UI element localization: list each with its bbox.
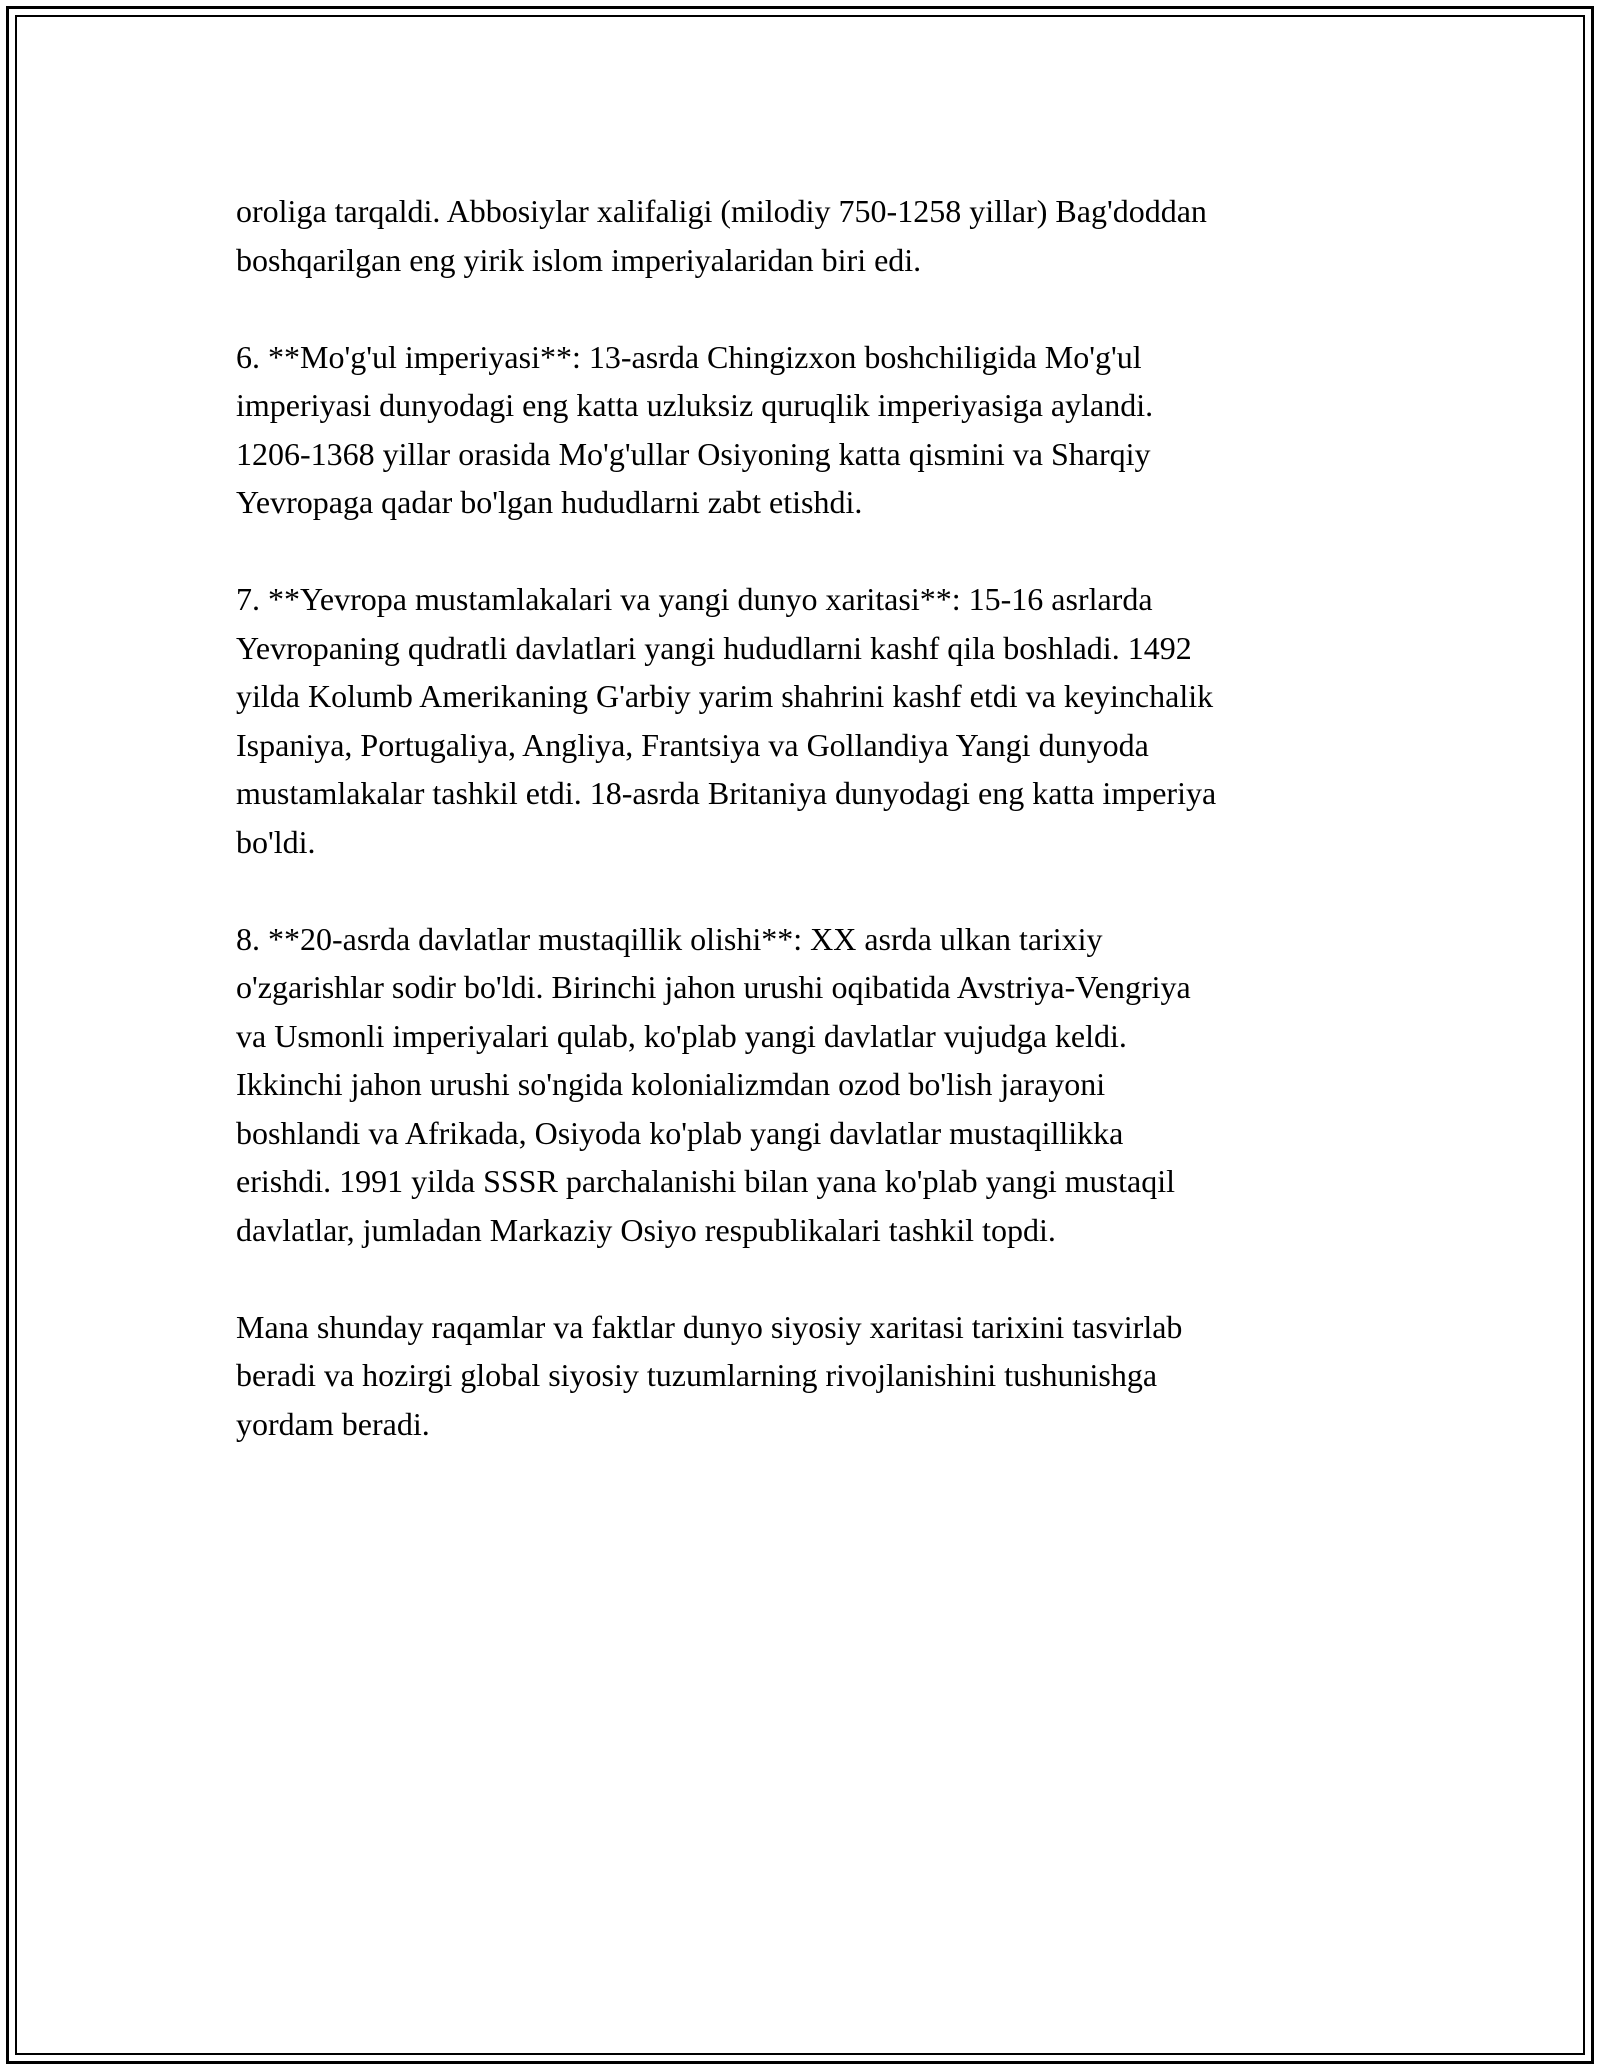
- paragraph-item-7-european-colonies: [236, 575, 1376, 866]
- text-line: erishdi. 1991 yilda SSSR parchalanishi bilan yana ko'plab yangi mustaqil: [236, 1163, 1175, 1199]
- text-line: 6. **Mo'g'ul imperiyasi**: 13-asrda Chingizxon boshchiligida Mo'g'ul: [236, 338, 1142, 375]
- text-line: Mana shunday raqamlar va faktlar dunyo siyosiy xaritasi tarixini tasvirlab: [236, 1308, 1183, 1345]
- text-line: o'zgarishlar sodir bo'ldi. Birinchi jahon urushi oqibatida Avstriya-Vengriya: [236, 969, 1191, 1005]
- paragraph-abbasid-continuation: [236, 187, 1376, 284]
- text-line: Ikkinchi jahon urushi so'ngida kolonializmdan ozod bo'lish jarayoni: [236, 1066, 1106, 1102]
- text-line: Yevropaga qadar bo'lgan hududlarni zabt etishdi.: [236, 484, 863, 520]
- text-line: Yevropaning qudratli davlatlari yangi hududlarni kashf qila boshladi. 1492: [236, 629, 1192, 666]
- text-line: yilda Kolumb Amerikaning G'arbiy yarim shahrini kashf etdi va keyinchalik: [236, 678, 1214, 714]
- document-body: [236, 187, 1376, 1497]
- text-line: 1206-1368 yillar orasida Mo'g'ullar Osiyoning katta qismini va Sharqiy: [236, 435, 1151, 472]
- text-line: boshqarilgan eng yirik islom imperiyalaridan biri edi.: [236, 241, 922, 278]
- text-line: beradi va hozirgi global siyosiy tuzumlarning rivojlanishini tushunishga: [236, 1357, 1158, 1393]
- text-line: imperiyasi dunyodagi eng katta uzluksiz quruqlik imperiyasiga aylandi.: [236, 387, 1154, 423]
- text-line: boshlandi va Afrikada, Osiyoda ko'plab yangi davlatlar mustaqillikka: [236, 1114, 1124, 1151]
- paragraph-item-8-independence: [236, 915, 1376, 1255]
- text-line: davlatlar, jumladan Markaziy Osiyo respublikalari tashkil topdi.: [236, 1211, 1056, 1248]
- text-line: va Usmonli imperiyalari qulab, ko'plab yangi davlatlar vujudga keldi.: [236, 1017, 1127, 1054]
- text-line: 7. **Yevropa mustamlakalari va yangi dunyo xaritasi**: 15-16 asrlarda: [236, 581, 1153, 617]
- text-line: Ispaniya, Portugaliya, Angliya, Frantsiya va Gollandiya Yangi dunyoda: [236, 726, 1149, 763]
- text-line: 8. **20-asrda davlatlar mustaqillik olishi**: XX asrda ulkan tarixiy: [236, 920, 1103, 957]
- text-line: bo'ldi.: [236, 823, 316, 860]
- paragraph-item-6-mongol-empire: [236, 333, 1376, 527]
- text-line: mustamlakalar tashkil etdi. 18-asrda Britaniya dunyodagi eng katta imperiya: [236, 775, 1217, 811]
- text-line: oroliga tarqaldi. Abbosiylar xalifaligi (milodiy 750-1258 yillar) Bag'doddan: [236, 193, 1207, 229]
- paragraph-conclusion: [236, 1303, 1376, 1449]
- text-line: yordam beradi.: [236, 1405, 430, 1442]
